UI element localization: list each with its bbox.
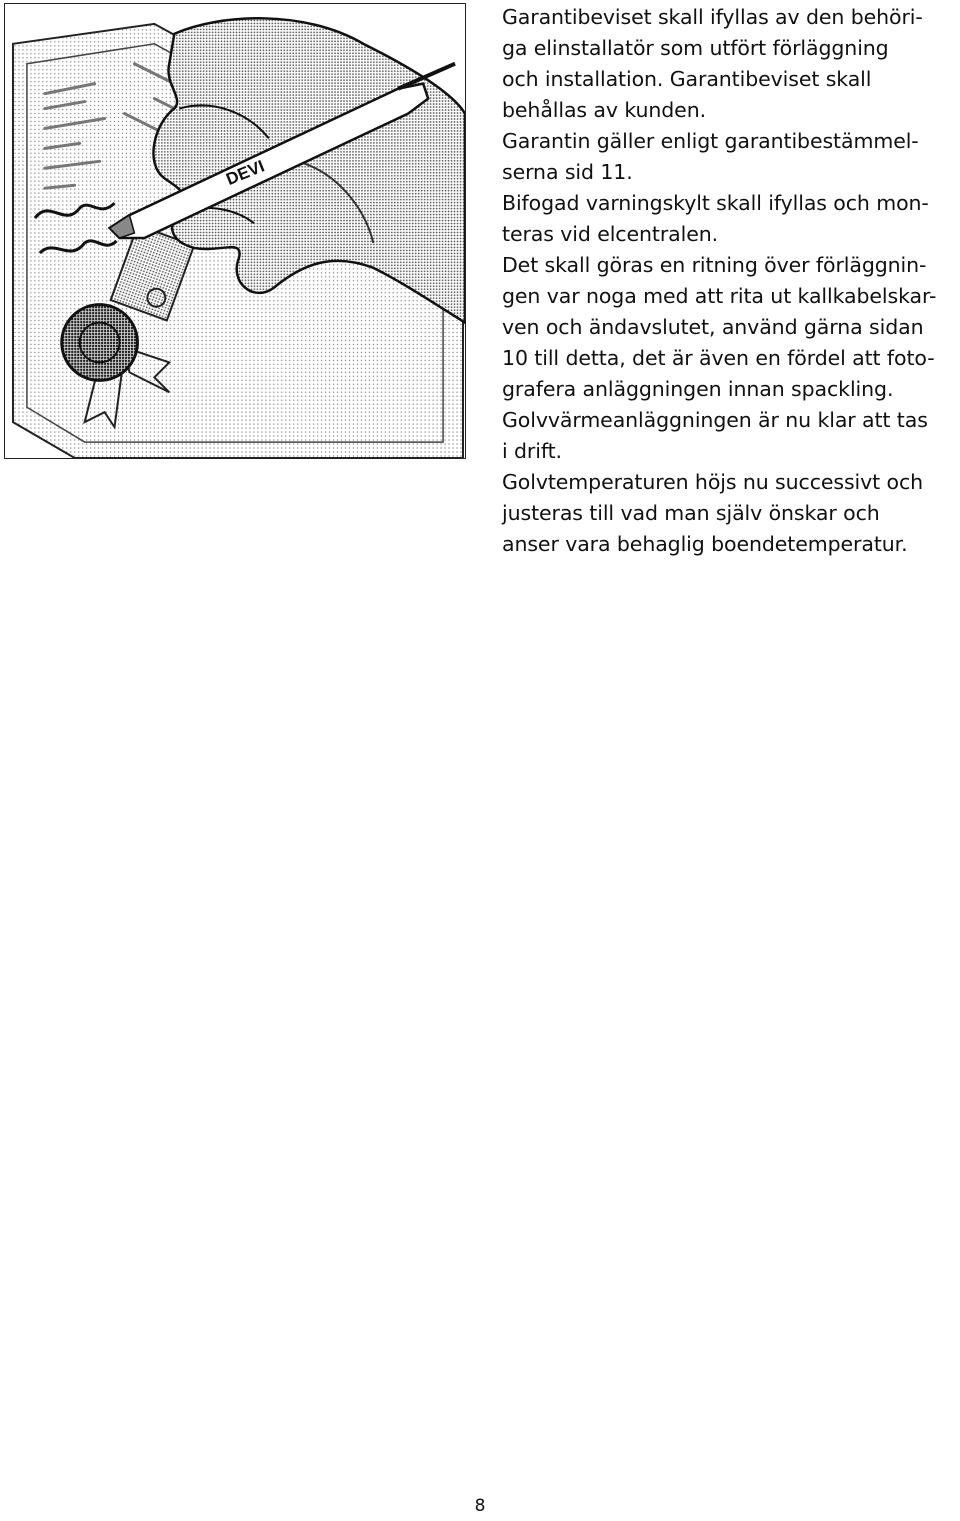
paragraph-ready [502, 405, 954, 467]
text-line: Det skall göras en ritning över förläggnin- [502, 253, 927, 277]
text-line: behållas av kunden. [502, 98, 707, 122]
paragraph-temperature [502, 467, 954, 560]
text-line: ven och ändavslutet, använd gärna sidan [502, 315, 924, 339]
text-line: Golvtemperaturen höjs nu successivt och [502, 470, 924, 494]
text-line: anser vara behaglig boendetemperatur. [502, 532, 908, 556]
text-line: och installation. Garantibeviset skall [502, 67, 872, 91]
text-line: grafera anläggningen innan spackling. [502, 377, 894, 401]
text-line: ga elinstallatör som utfört förläggning [502, 36, 889, 60]
paragraph-drawing [502, 250, 954, 405]
pen-brand-label: DEVI [223, 156, 268, 189]
body-text [502, 2, 954, 560]
text-line: Garantibeviset skall ifyllas av den behöri- [502, 5, 923, 29]
text-line: Golvvärmeanläggningen är nu klar att tas [502, 408, 928, 432]
paragraph-warranty-terms [502, 126, 954, 188]
text-line: 10 till detta, det är även en fördel att foto- [502, 346, 935, 370]
text-line: teras vid elcentralen. [502, 222, 719, 246]
text-line: serna sid 11. [502, 160, 633, 184]
paragraph-warranty-certificate [502, 2, 954, 126]
text-line: gen var noga med att rita ut kallkabelskar- [502, 284, 937, 308]
text-line: justeras till vad man själv önskar och [502, 501, 880, 525]
illustration-hand-signing [4, 3, 466, 459]
text-line: Bifogad varningskylt skall ifyllas och mon- [502, 191, 929, 215]
page-number: 8 [474, 1496, 486, 1516]
text-line: i drift. [502, 439, 562, 463]
text-line: Garantin gäller enligt garantibestämmel- [502, 129, 919, 153]
paragraph-warning-sign [502, 188, 954, 250]
hand-signing-certificate-icon [5, 4, 465, 458]
